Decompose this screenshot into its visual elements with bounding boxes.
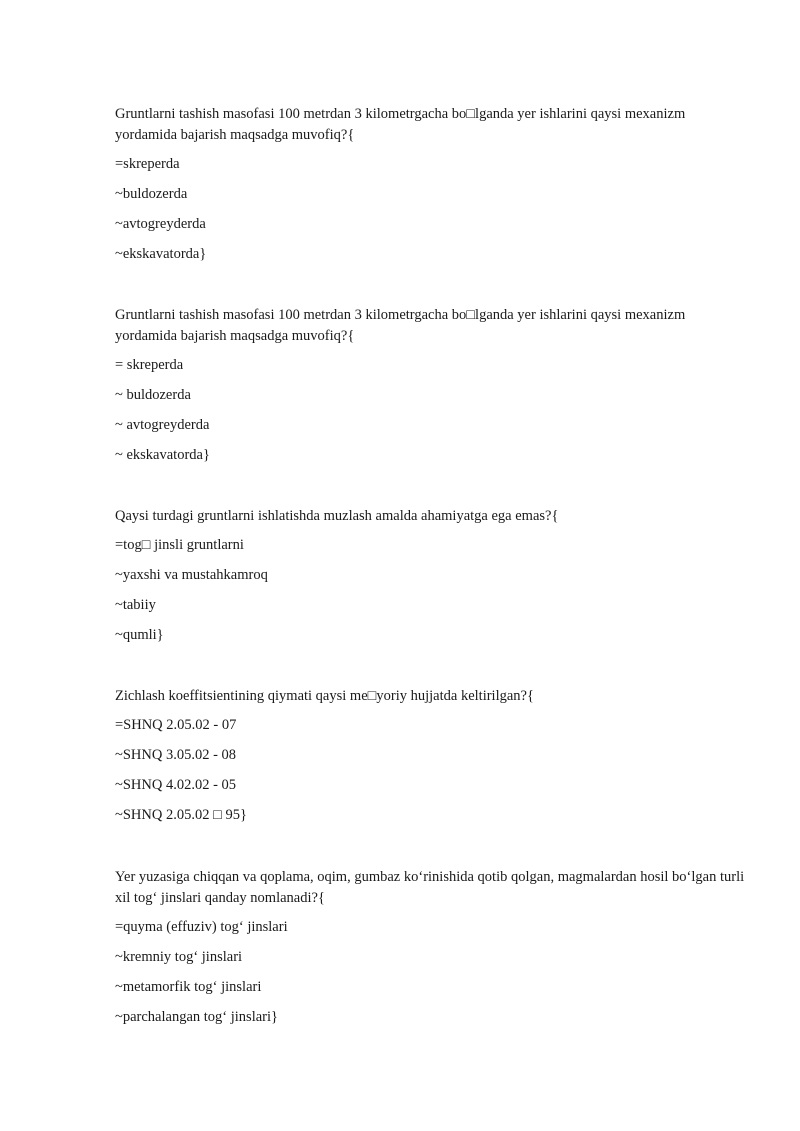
question-block	[115, 104, 745, 274]
answer-option: ~SHNQ 2.05.02 □ 95}	[115, 807, 247, 823]
question-block	[115, 686, 745, 835]
answer-option: ~buldozerda	[115, 186, 188, 202]
answer-option: ~SHNQ 3.05.02 - 08	[115, 747, 237, 763]
answer-option: ~kremniy tog‘ jinslari	[115, 949, 243, 965]
answer-option: ~SHNQ 4.02.02 - 05	[115, 777, 237, 793]
question-block	[115, 506, 745, 655]
question-text: Zichlash koeffitsientining qiymati qaysi me□yoriy hujjatda keltirilgan?{	[115, 688, 534, 704]
question-block	[115, 867, 745, 1037]
answer-option: =SHNQ 2.05.02 - 07	[115, 717, 237, 733]
answer-option: ~qumli}	[115, 627, 164, 643]
answer-option: ~yaxshi va mustahkamroq	[115, 567, 268, 583]
question-text: Yer yuzasiga chiqqan va qoplama, oqim, gumbaz ko‘rinishida qotib qolgan, magmalardan hosil bo‘lgan turli xil tog‘ jinslari qanday nomlanadi?{	[115, 869, 745, 906]
answer-option: ~ekskavatorda}	[115, 246, 207, 262]
answer-option: = skreperda	[115, 357, 184, 373]
answer-option: ~ avtogreyderda	[115, 417, 210, 433]
question-text: Gruntlarni tashish masofasi 100 metrdan 3 kilometrgacha bo□lganda yer ishlarini qaysi mexanizm yordamida bajarish maqsadga muvofiq?{	[115, 307, 686, 344]
answer-option: ~ ekskavatorda}	[115, 447, 210, 463]
answer-option: ~tabiiy	[115, 597, 156, 613]
answer-option: ~avtogreyderda	[115, 216, 206, 232]
answer-option: =tog□ jinsli gruntlarni	[115, 537, 244, 553]
answer-option: ~ buldozerda	[115, 387, 191, 403]
question-block	[115, 305, 745, 475]
answer-option: ~metamorfik tog‘ jinslari	[115, 979, 262, 995]
question-text: Qaysi turdagi gruntlarni ishlatishda muzlash amalda ahamiyatga ega emas?{	[115, 508, 559, 524]
answer-option: =skreperda	[115, 156, 180, 172]
answer-option: ~parchalangan tog‘ jinslari}	[115, 1009, 278, 1025]
question-text: Gruntlarni tashish masofasi 100 metrdan 3 kilometrgacha bo□lganda yer ishlarini qaysi mexanizm yordamida bajarish maqsadga muvofiq?{	[115, 106, 686, 143]
answer-option: =quyma (effuziv) tog‘ jinslari	[115, 919, 288, 935]
